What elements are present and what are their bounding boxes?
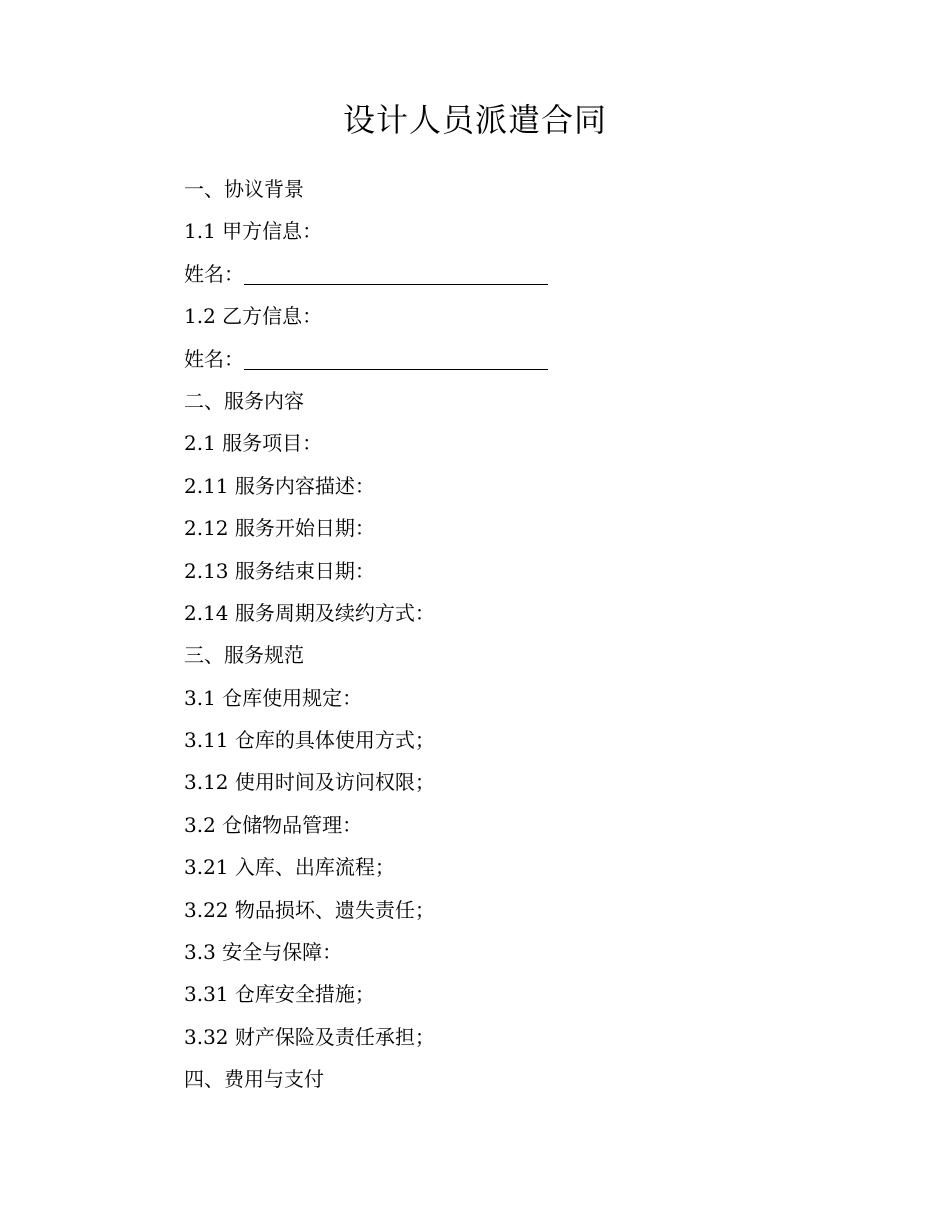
line-text: 3.32 财产保险及责任承担； <box>184 1024 435 1049</box>
line-text: 3.3 安全与保障： <box>184 940 343 965</box>
line-text: 3.31 仓库安全措施； <box>184 982 375 1007</box>
name-blank-underline <box>244 262 548 285</box>
line-text: 3.21 入库、出库流程； <box>184 855 395 880</box>
document-line <box>184 973 784 1015</box>
document-line <box>184 507 784 549</box>
line-text: 四、费用与支付 <box>184 1067 324 1092</box>
line-text: 3.11 仓库的具体使用方式； <box>184 728 435 753</box>
line-text: 3.1 仓库使用规定： <box>184 685 363 710</box>
document-line <box>184 380 784 422</box>
document-body <box>184 168 784 1101</box>
document-line <box>184 1058 784 1100</box>
document-line <box>184 1016 784 1058</box>
line-text: 2.11 服务内容描述： <box>184 473 375 498</box>
document-line <box>184 761 784 803</box>
document-line <box>184 634 784 676</box>
line-text: 3.22 物品损坏、遗失责任； <box>184 897 435 922</box>
document-line <box>184 889 784 931</box>
line-text: 2.14 服务周期及续约方式： <box>184 600 435 625</box>
line-text: 3.12 使用时间及访问权限； <box>184 770 435 795</box>
line-text: 1.1 甲方信息： <box>184 219 323 244</box>
document-line <box>184 804 784 846</box>
document-line <box>184 719 784 761</box>
document-line <box>184 846 784 888</box>
document-line <box>184 677 784 719</box>
document-line <box>184 295 784 337</box>
document-line <box>184 168 784 210</box>
line-text: 1.2 乙方信息： <box>184 304 323 329</box>
line-text: 3.2 仓储物品管理： <box>184 812 363 837</box>
fill-in-field-row <box>184 338 784 380</box>
line-text: 2.13 服务结束日期： <box>184 558 375 583</box>
document-line <box>184 550 784 592</box>
document-line <box>184 931 784 973</box>
line-text: 二、服务内容 <box>184 388 304 413</box>
line-text: 三、服务规范 <box>184 643 304 668</box>
document-title: 设计人员派遣合同 <box>342 101 607 139</box>
document-line <box>184 465 784 507</box>
document-line <box>184 422 784 464</box>
line-text: 2.1 服务项目： <box>184 431 323 456</box>
line-text: 一、协议背景 <box>184 177 304 201</box>
line-text: 姓名： <box>184 346 244 371</box>
name-blank-underline <box>244 347 548 370</box>
document-line <box>184 210 784 252</box>
line-text: 2.12 服务开始日期： <box>184 516 375 541</box>
fill-in-field-row <box>184 253 784 295</box>
document-line <box>184 592 784 634</box>
line-text: 姓名： <box>184 261 244 286</box>
